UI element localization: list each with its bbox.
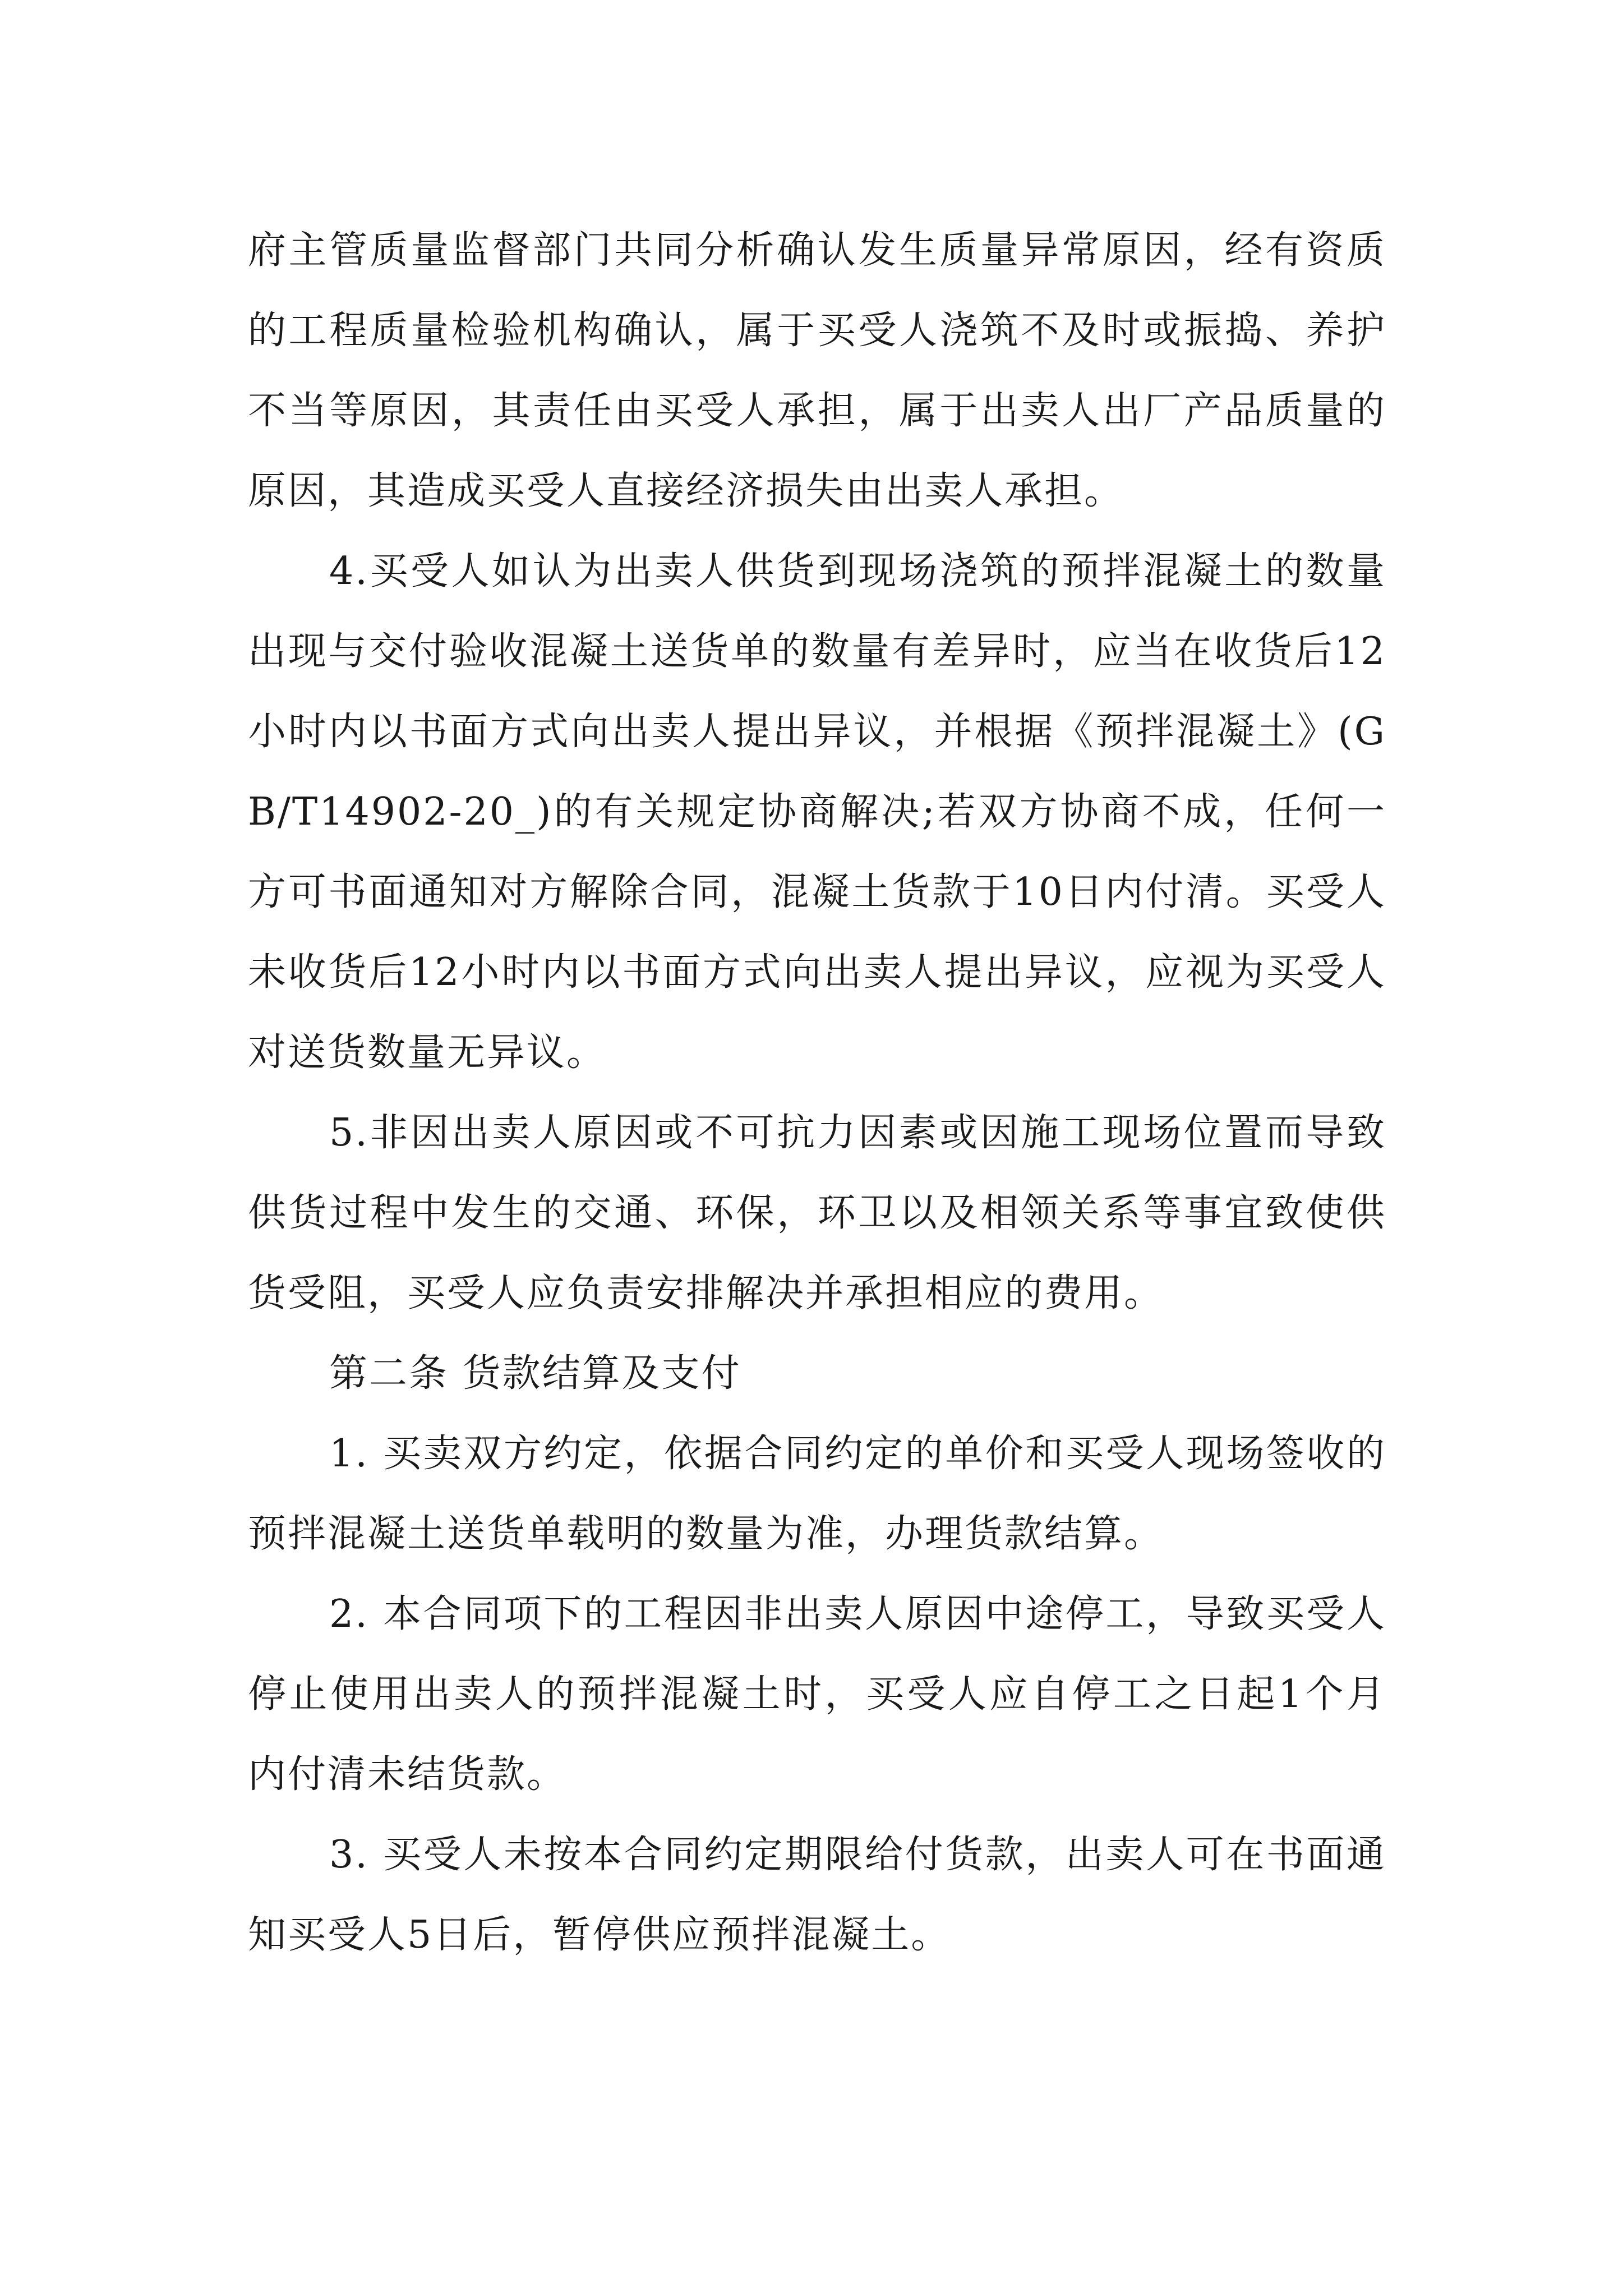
article-2-heading: 第二条 货款结算及支付 bbox=[329, 1351, 741, 1396]
paragraph-article-2-item-2: 2. 本合同项下的工程因非出卖人原因中途停工，导致买受人停止使用出卖人的预拌混凝土时，买受人应自停工之日起1个月内付清未结货款。 bbox=[248, 1592, 1386, 1797]
paragraph-clause-5-delivery-obstruction: 5.非因出卖人原因或不可抗力因素或因施工现场位置而导致供货过程中发生的交通、环保，环卫以及相领关系等事宜致使供货受阻，买受人应负责安排解决并承担相应的费用。 bbox=[248, 1111, 1386, 1315]
document-body bbox=[248, 210, 1386, 1975]
paragraph-article-2-item-1: 1. 买卖双方约定，依据合同约定的单价和买受人现场签收的预拌混凝土送货单载明的数量为准，办理货款结算。 bbox=[248, 1432, 1386, 1556]
paragraph-clause-4-quantity-dispute: 4.买受人如认为出卖人供货到现场浇筑的预拌混凝土的数量出现与交付验收混凝土送货单的数量有差异时，应当在收货后12小时内以书面方式向出卖人提出异议，并根据《预拌混凝土》(GB/T14902-20_)的有关规定协商解决;若双方协商不成，任何一方可书面通知对方解除合同，混凝土货款于10日内付清。买受人未收货后12小时内以书面方式向出卖人提出异议，应视为买受人对送货数量无异议。 bbox=[248, 549, 1386, 1075]
paragraph-article-2-item-3: 3. 买受人未按本合同约定期限给付货款，出卖人可在书面通知买受人5日后，暂停供应预拌混凝土。 bbox=[248, 1833, 1386, 1957]
paragraph-continued-quality-liability: 府主管质量监督部门共同分析确认发生质量异常原因，经有资质的工程质量检验机构确认，属于买受人浇筑不及时或振捣、养护不当等原因，其责任由买受人承担，属于出卖人出厂产品质量的原因，其造成买受人直接经济损失由出卖人承担。 bbox=[248, 228, 1386, 513]
